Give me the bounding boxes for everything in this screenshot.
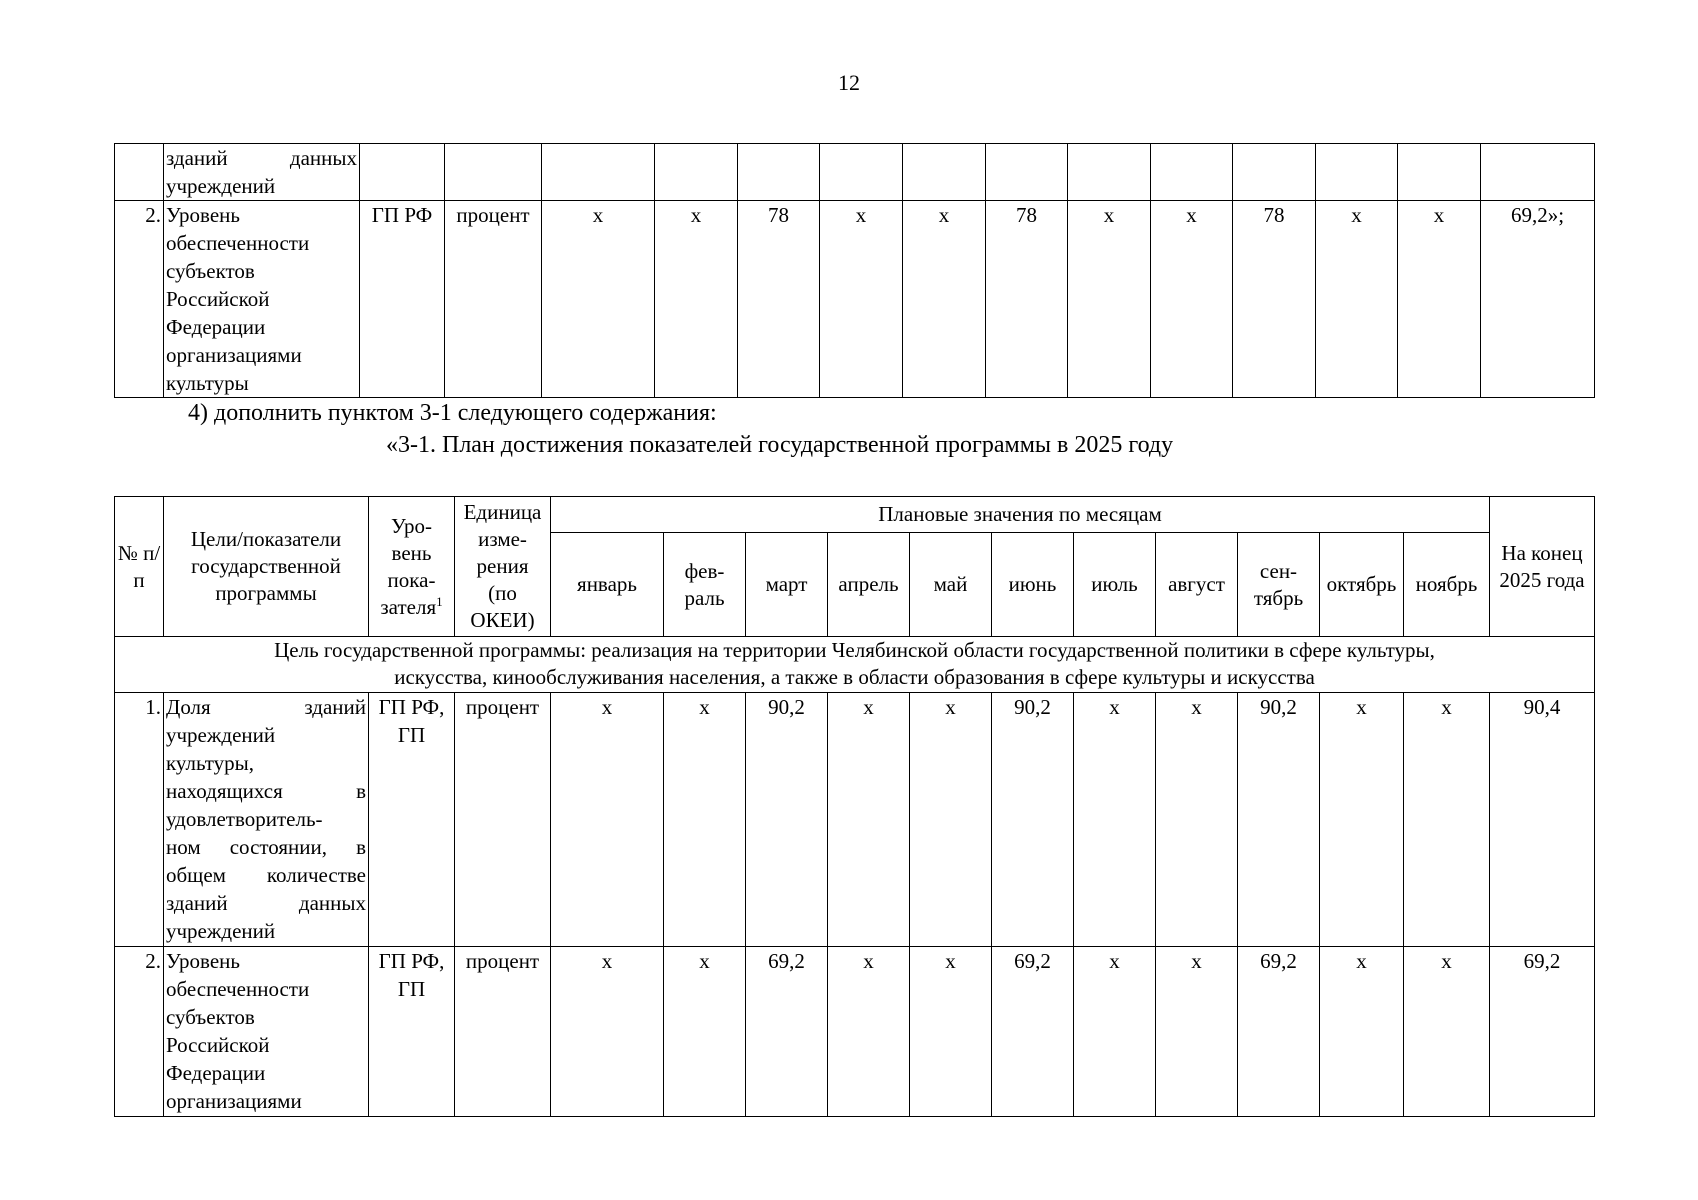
value-cell: х — [655, 201, 738, 398]
value-cell: 90,2 — [992, 693, 1074, 947]
table-row — [115, 693, 1595, 947]
goal-row — [115, 637, 1595, 693]
value-cell: х — [828, 693, 910, 947]
header-month: январь — [551, 533, 664, 637]
table-plan-2025 — [114, 496, 1595, 1117]
value-cell: 90,2 — [1238, 693, 1320, 947]
value-cell: х — [820, 201, 903, 398]
header-month: март — [746, 533, 828, 637]
value-cell: х — [1156, 947, 1238, 1117]
header-unit: Единица изме- рения (по ОКЕИ) — [455, 497, 551, 637]
header-month: фев- раль — [664, 533, 746, 637]
unit: процент — [455, 693, 551, 947]
header-goals: Цели/показатели государственной программы — [164, 497, 369, 637]
value-cell: х — [1074, 693, 1156, 947]
value-cell: х — [1398, 201, 1481, 398]
value-cell: 69,2 — [992, 947, 1074, 1117]
header-month: апрель — [828, 533, 910, 637]
value-cell: х — [551, 947, 664, 1117]
value-cell: 69,2 — [746, 947, 828, 1117]
header-month: октябрь — [1320, 533, 1404, 637]
value-cell: 90,2 — [746, 693, 828, 947]
indicator-level: ГП РФ, ГП — [369, 947, 455, 1117]
indicator-level: ГП РФ, ГП — [369, 693, 455, 947]
indicator-name: Доля зданий учреждений культуры, находящихся в удовлетворитель- ном состоянии, в общем количестве зданий данных учреждений — [164, 693, 369, 947]
header-planned: Плановые значения по месяцам — [551, 497, 1490, 533]
header-level: Уро- вень пока- зателя$^1$ — [369, 497, 455, 637]
value-cell: х — [910, 693, 992, 947]
unit: процент — [445, 201, 542, 398]
value-cell: 69,2 — [1490, 947, 1595, 1117]
value-cell: х — [664, 693, 746, 947]
value-cell: х — [1404, 693, 1490, 947]
value-cell: 69,2»; — [1481, 201, 1595, 398]
value-cell: 69,2 — [1238, 947, 1320, 1117]
value-cell: 78 — [1233, 201, 1316, 398]
table-row — [115, 947, 1595, 1117]
value-cell: 90,4 — [1490, 693, 1595, 947]
value-cell: х — [1320, 947, 1404, 1117]
value-cell: х — [910, 947, 992, 1117]
page-number: 12 — [838, 70, 860, 95]
value-cell: х — [903, 201, 986, 398]
header-month: ноябрь — [1404, 533, 1490, 637]
value-cell: х — [1156, 693, 1238, 947]
indicator-name: зданий данных учреждений — [164, 144, 360, 201]
value-cell: 78 — [738, 201, 820, 398]
value-cell: х — [1074, 947, 1156, 1117]
header-year-end: На конец 2025 года — [1490, 497, 1595, 637]
value-cell: х — [1316, 201, 1398, 398]
table-continuation — [114, 143, 1595, 398]
indicator-level: ГП РФ — [360, 201, 445, 398]
header-num: № п/п — [115, 497, 164, 637]
unit: процент — [455, 947, 551, 1117]
header-month: август — [1156, 533, 1238, 637]
value-cell: х — [551, 693, 664, 947]
row-number: 2. — [115, 947, 164, 1117]
indicator-name: Уровень обеспеченности субъектов Российской Федерации организациями культуры — [164, 201, 360, 398]
value-cell: х — [1320, 693, 1404, 947]
value-cell: х — [1404, 947, 1490, 1117]
table-row — [115, 144, 1595, 201]
header-month: июль — [1074, 533, 1156, 637]
row-number: 1. — [115, 693, 164, 947]
value-cell: х — [828, 947, 910, 1117]
value-cell: х — [542, 201, 655, 398]
indicator-name: Уровень обеспеченности субъектов Российской Федерации организациями — [164, 947, 369, 1117]
section-title: «3-1. План достижения показателей государственной программы в 2025 году — [386, 432, 1174, 458]
goal-text: Цель государственной программы: реализация на территории Челябинской области государственной политики в сфере культуры, искусства, кинообслуживания населения, а также в области образования в сфере культуры и искусства — [115, 637, 1595, 693]
table-row — [115, 201, 1595, 398]
header-month: май — [910, 533, 992, 637]
value-cell: 78 — [986, 201, 1068, 398]
header-month: июнь — [992, 533, 1074, 637]
row-number: 2. — [115, 201, 164, 398]
value-cell: х — [1151, 201, 1233, 398]
paragraph-amendment: 4) дополнить пунктом 3-1 следующего содержания: — [188, 400, 717, 426]
value-cell: х — [1068, 201, 1151, 398]
value-cell: х — [664, 947, 746, 1117]
header-row — [115, 497, 1595, 533]
header-month: сен- тябрь — [1238, 533, 1320, 637]
